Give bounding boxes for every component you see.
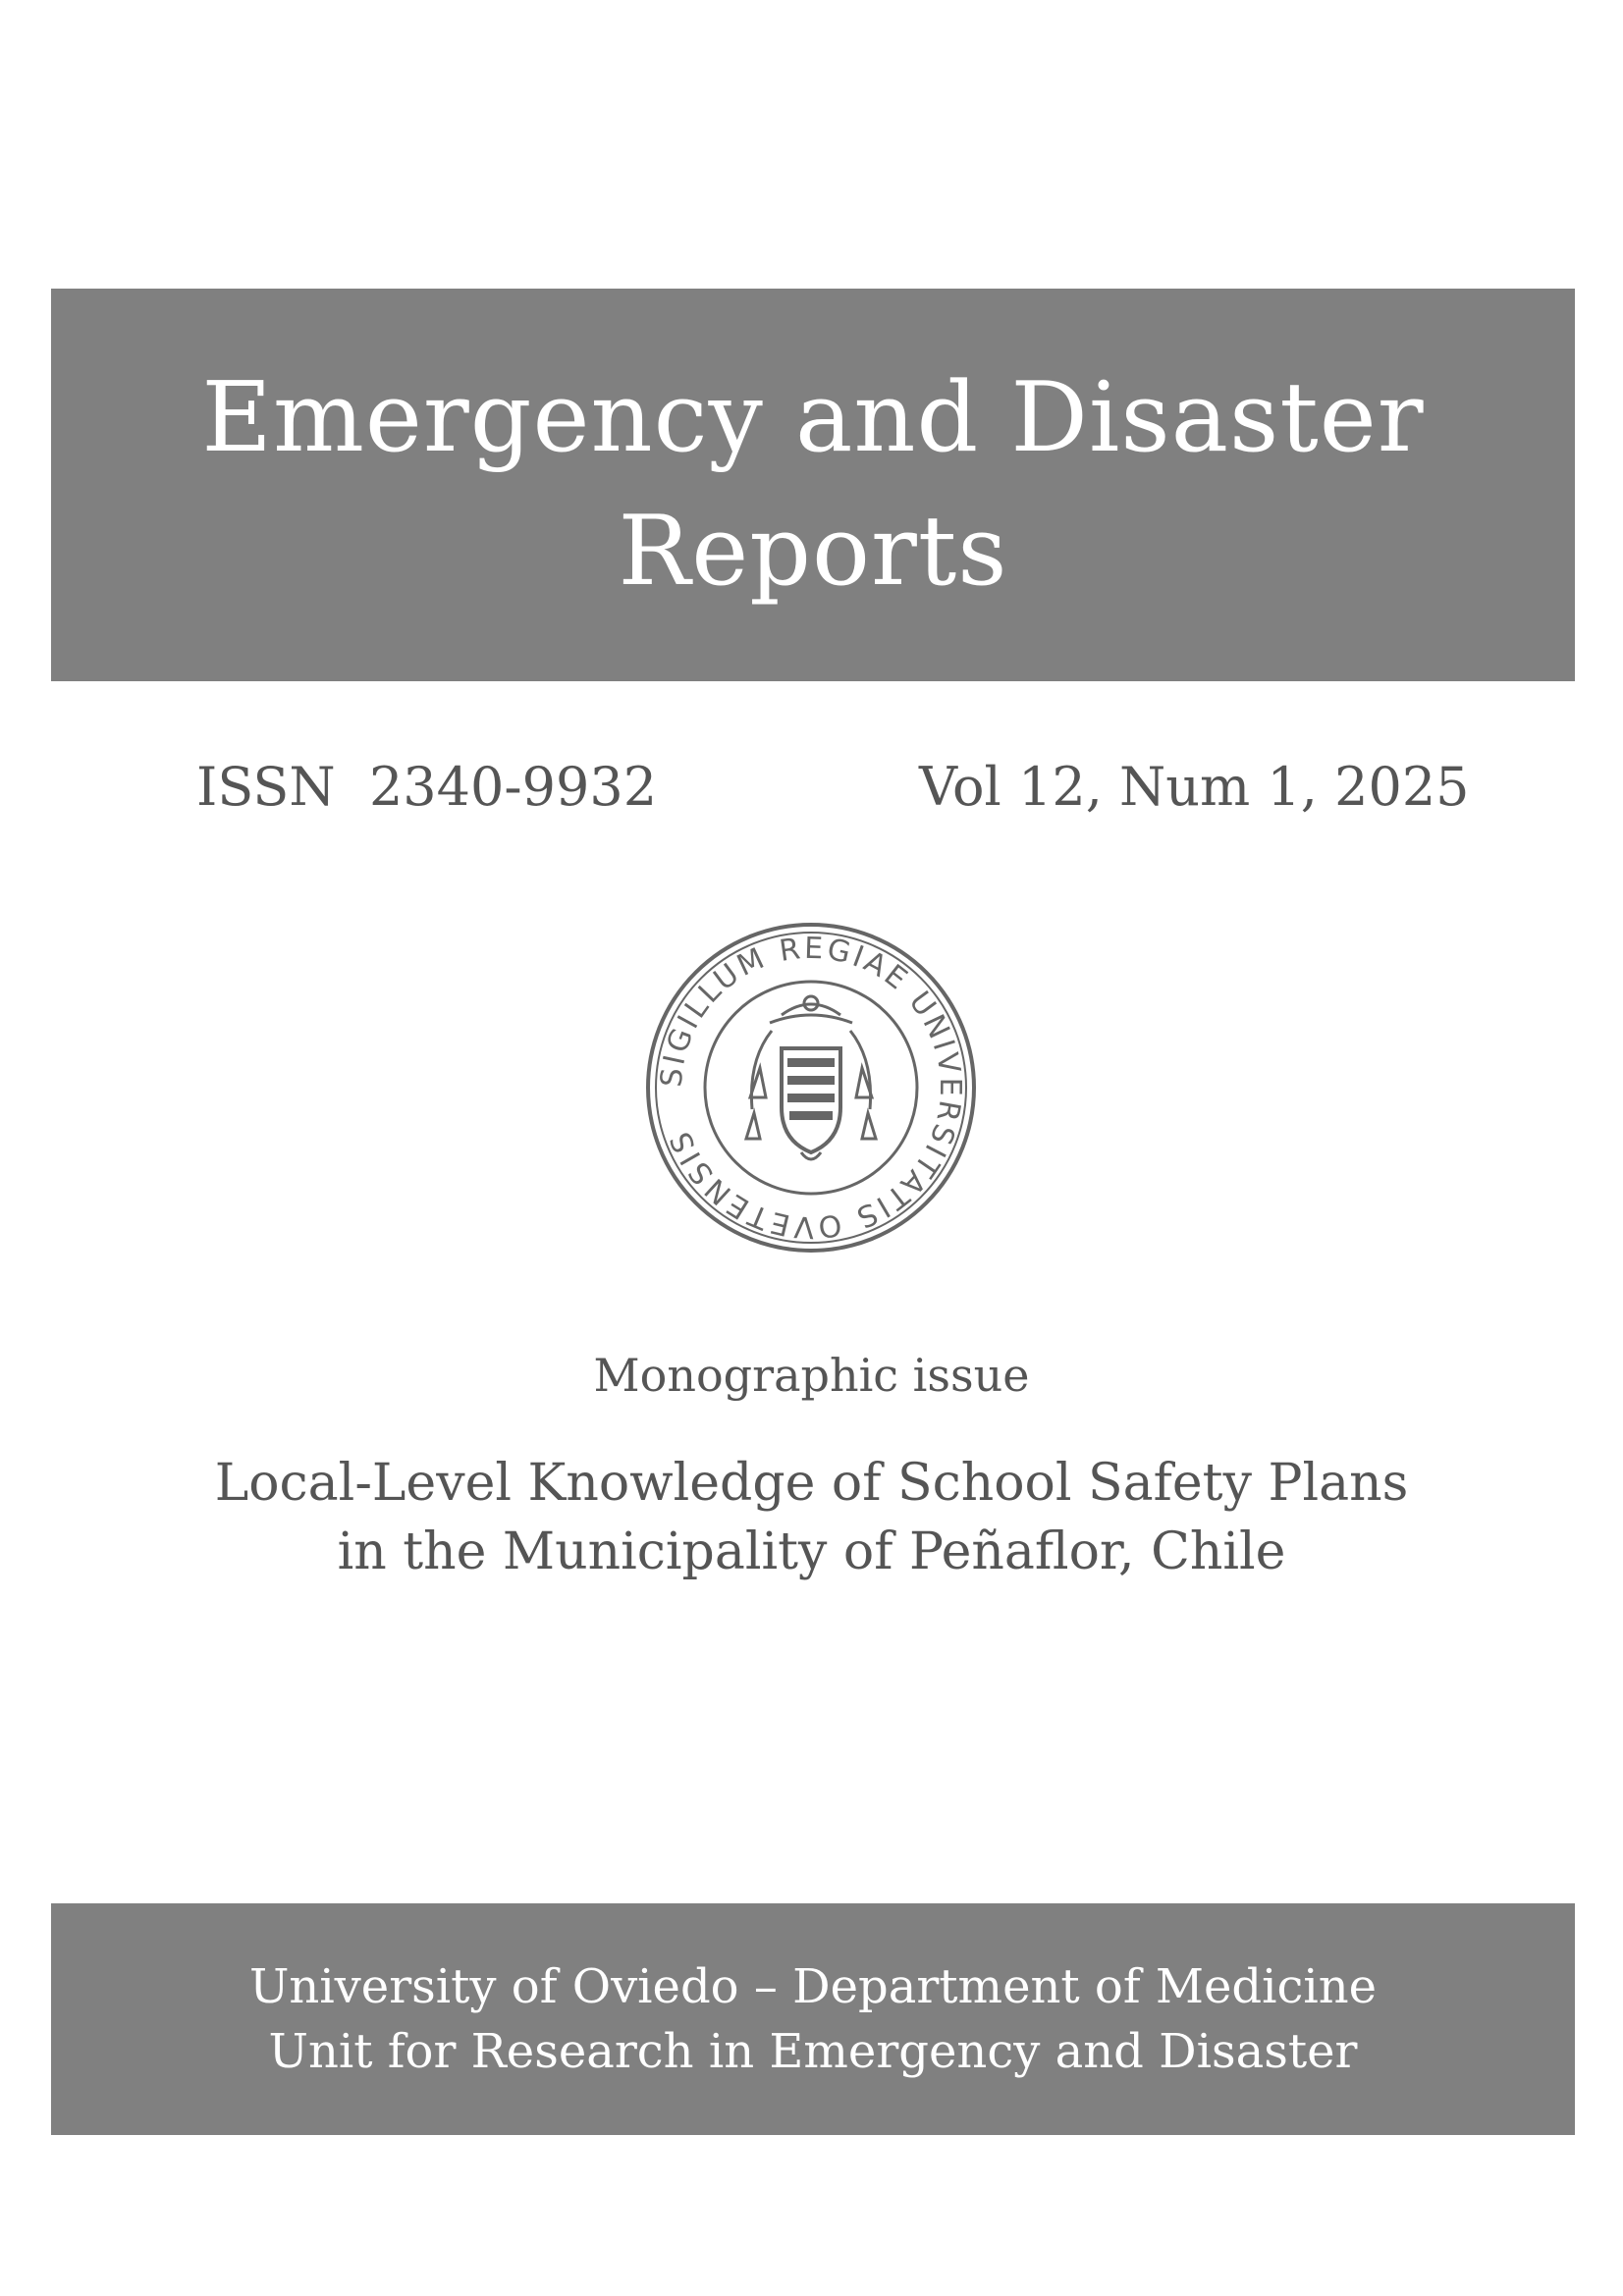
issue-title-line-1: Local-Level Knowledge of School Safety Plans [214, 1454, 1409, 1513]
volume-label: Vol 12, Num 1, 2025 [919, 756, 1470, 818]
publisher-line-2: Unit for Research in Emergency and Disaster [268, 2024, 1358, 2079]
journal-title-line-2: Reports [618, 496, 1008, 608]
seal-text: SIGILLUM REGIAE UNIVERSITATIS OVETENSIS [654, 931, 968, 1245]
journal-title-line-1: Emergency and Disaster [201, 362, 1425, 474]
issue-type-label: Monographic issue [593, 1349, 1030, 1402]
publisher-banner [51, 1903, 1575, 2135]
publisher-line-1: University of Oviedo – Department of Medicine [248, 1959, 1378, 2014]
issue-title-line-2: in the Municipality of Peñaflor, Chile [337, 1522, 1286, 1581]
issn-label: ISSN 2340-9932 [196, 756, 658, 818]
university-seal-icon [644, 921, 978, 1255]
title-banner [51, 289, 1575, 681]
issue-title [0, 1449, 1623, 1586]
svg-text:SIGILLUM REGIAE UNIVERSITATIS [655, 932, 967, 1245]
